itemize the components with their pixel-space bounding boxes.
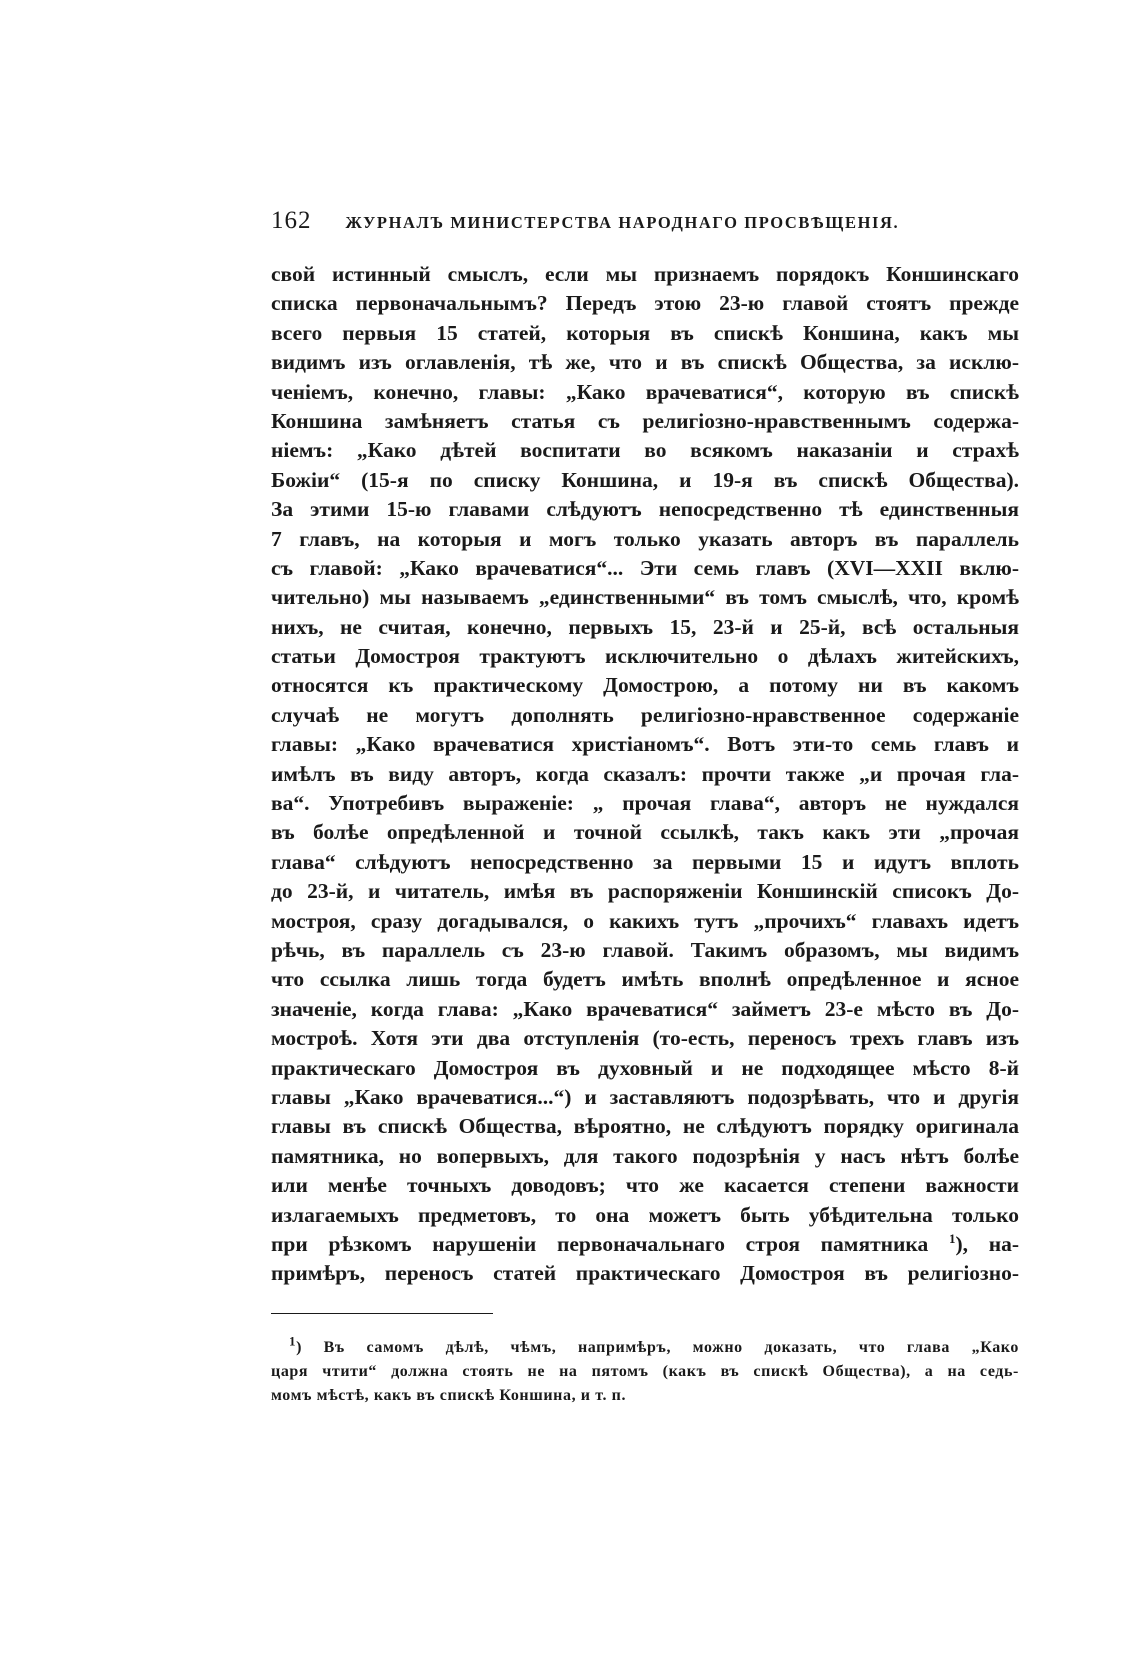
text-line: памятника, но вопервыхъ, для такого подозрѣнія у насъ нѣтъ болѣе [271,1143,1019,1168]
text-line: значеніе, когда глава: „Како врачеватися“ займетъ 23-е мѣсто въ До- [271,996,1019,1021]
text-line: до 23-й, и читатель, имѣя въ распоряженіи Коншинскій списокъ До- [271,879,1019,904]
text-line: видимъ изъ оглавленія, тѣ же, что и въ спискѣ Общества, за исклю- [271,350,1019,375]
footnote-line: момъ мѣстѣ, какъ въ спискѣ Коншина, и т. п. [271,1387,627,1404]
text-line: или менѣе точныхъ доводовъ; что же касается степени важности [271,1173,1019,1198]
text-line-segment: ), на- [955,1231,1020,1256]
text-line: практическаго Домостроя въ духовный и не подходящее мѣсто 8-й [271,1055,1019,1080]
text-line-with-footnote-ref [271,1230,1019,1259]
text-line: Коншина замѣняетъ статья съ религіозно-нравственнымъ содержа- [271,408,1019,433]
text-line: всего первыя 15 статей, которыя въ спискѣ Коншина, какъ мы [271,320,1019,345]
text-line: примѣръ, переносъ статей практическаго Домостроя въ религіозно- [271,1261,1019,1286]
text-line: случаѣ не могутъ дополнять религіозно-нравственное содержаніе [271,702,1019,727]
journal-title: ЖУРНАЛЪ МИНИСТЕРСТВА НАРОДНАГО ПРОСВѢЩЕНІЯ. [345,213,900,232]
text-line: что ссылка лишь тогда будетъ имѣть вполнѣ опредѣленное и ясное [271,967,1019,992]
text-line: ва“. Употребивъ выраженіе: „ прочая глава“, авторъ не нуждался [271,791,1019,816]
footnote-line [271,1333,1019,1360]
footnote-divider [271,1313,493,1314]
running-header [271,207,1021,237]
text-line: въ болѣе опредѣленной и точной ссылкѣ, такъ какъ эти „прочая [271,820,1019,845]
text-line-segment: при рѣзкомъ нарушеніи первоначальнаго строя памятника [271,1231,929,1256]
text-line: статьи Домостроя трактуютъ исключительно о дѣлахъ житейскихъ, [271,644,1019,669]
text-line: главы „Како врачеватися...“) и заставляютъ подозрѣвать, что и другія [271,1084,1019,1109]
text-line: излагаемыхъ предметовъ, то она можетъ быть убѣдительна только [271,1202,1019,1227]
text-line: чительно) мы называемъ „единственными“ въ томъ смыслѣ, что, кромѣ [271,585,1019,610]
text-line: нихъ, не считая, конечно, первыхъ 15, 23-й и 25-й, всѣ остальныя [271,614,1019,639]
text-line: главы: „Како врачеватися христіаномъ“. Вотъ эти-то семь главъ и [271,732,1019,757]
footnote-marker: 1 [289,1333,297,1349]
text-line: рѣчь, въ параллель съ 23-ю главой. Такимъ образомъ, мы видимъ [271,937,1019,962]
text-line: Божіи“ (15-я по списку Коншина, и 19-я въ спискѣ Общества). [271,467,1019,492]
text-line: За этими 15-ю главами слѣдуютъ непосредственно тѣ единственныя [271,497,1019,522]
main-text [271,260,1019,1289]
text-line: мостроя, сразу догадывался, о какихъ тутъ „прочихъ“ главахъ идетъ [271,908,1019,933]
footnote-line: царя чтити“ должна стоять не на пятомъ (какъ въ спискѣ Общества), а на седь- [271,1363,1019,1380]
text-line: свой истинный смыслъ, если мы признаемъ порядокъ Коншинскаго [271,262,1019,286]
footnote-reference[interactable]: 1 [948,1230,956,1246]
text-line: мостроѣ. Хотя эти два отступленія (то-есть, переносъ трехъ главъ изъ [271,1026,1019,1051]
footnote-text: ) Въ самомъ дѣлѣ, чѣмъ, напримѣръ, можно доказать, что глава „Како [296,1339,1019,1356]
text-line: ніемъ: „Како дѣтей воспитати во всякомъ наказаніи и страхѣ [271,438,1019,463]
text-line: главы въ спискѣ Общества, вѣроятно, не слѣдуютъ порядку оригинала [271,1114,1019,1139]
text-line: 7 главъ, на которыя и могъ только указать авторъ въ параллель [271,526,1019,551]
text-line: списка первоначальнымъ? Передъ этою 23-ю главой стоятъ прежде [271,291,1019,316]
text-line: относятся къ практическому Домострою, а потому ни въ какомъ [271,673,1019,698]
text-line: имѣлъ въ виду авторъ, когда сказалъ: прочти также „и прочая гла- [271,761,1019,786]
text-line: ченіемъ, конечно, главы: „Како врачеватися“, которую въ спискѣ [271,379,1019,404]
page-number: 162 [271,207,312,234]
text-line: съ главой: „Како врачеватися“... Эти семь главъ (XVI—XXII вклю- [271,555,1019,580]
text-line: глава“ слѣдуютъ непосредственно за первыми 15 и идутъ вплоть [271,849,1019,874]
footnotes [271,1333,1019,1408]
